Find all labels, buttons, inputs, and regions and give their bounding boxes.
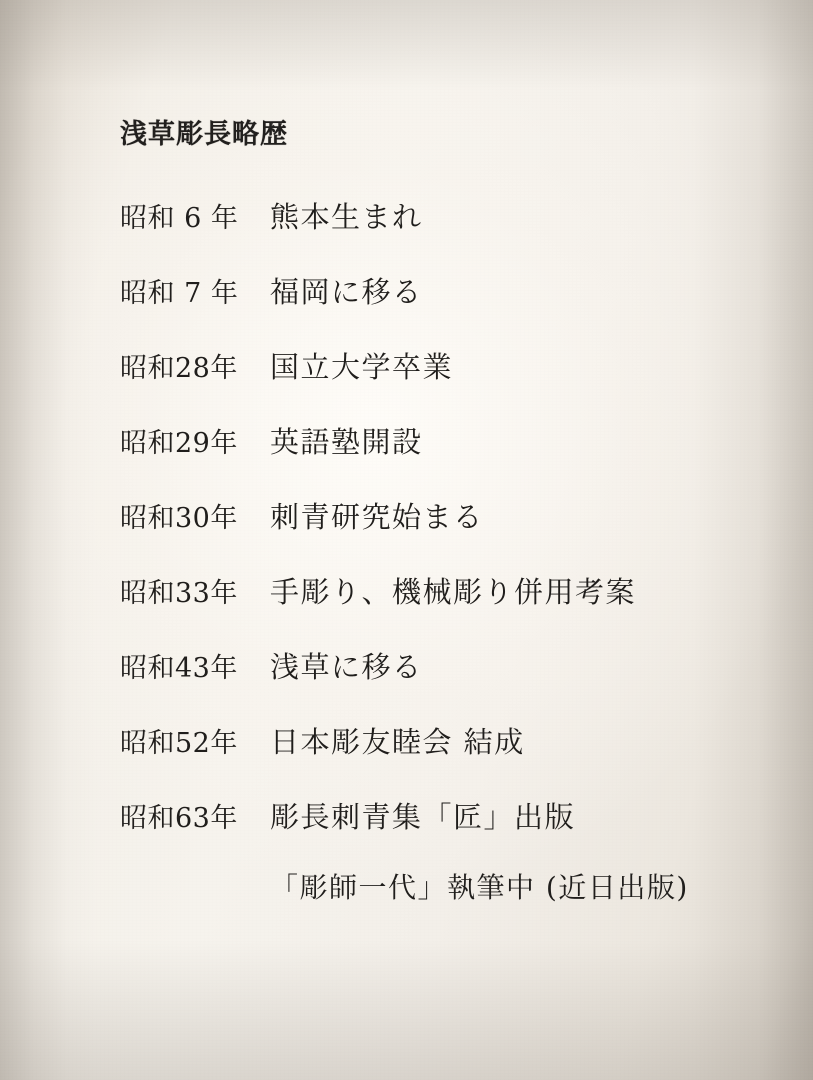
entry-year: 昭和52年	[120, 728, 238, 759]
entry-description: 国立大学卒業	[270, 350, 454, 384]
list-item	[120, 345, 760, 386]
list-item	[120, 720, 760, 761]
list-item	[120, 570, 760, 611]
entry-description: 手彫り、機械彫り併用考案	[270, 575, 637, 609]
entry-year: 昭和30年	[120, 503, 238, 534]
list-item	[120, 866, 760, 906]
entry-description: 熊本生まれ	[270, 200, 423, 234]
list-item	[120, 195, 760, 236]
entry-year: 昭和63年	[120, 803, 238, 834]
entry-description: 福岡に移る	[270, 275, 423, 309]
entry-description: 日本彫友睦会 結成	[270, 725, 525, 759]
list-item	[120, 645, 760, 686]
page-text-block	[120, 112, 760, 940]
biography-entry-list	[120, 195, 760, 906]
page-top-edge-shadow	[0, 0, 813, 90]
page-bottom-edge-shadow	[0, 940, 813, 1080]
list-item	[120, 795, 760, 836]
entry-year: 昭和 7 年	[120, 278, 239, 309]
entry-description: 刺青研究始まる	[270, 500, 484, 534]
entry-year: 昭和29年	[120, 428, 238, 459]
list-item	[120, 420, 760, 461]
entry-year: 昭和33年	[120, 578, 238, 609]
page-gutter-shadow	[0, 0, 96, 1080]
entry-year: 昭和43年	[120, 653, 238, 684]
entry-year: 昭和 6 年	[120, 203, 239, 234]
page-title: 浅草彫長略歴	[120, 119, 288, 150]
entry-year: 昭和28年	[120, 353, 238, 384]
list-item	[120, 270, 760, 311]
entry-description: 浅草に移る	[270, 650, 423, 684]
entry-description: 彫長刺青集「匠」出版	[270, 800, 576, 834]
list-item	[120, 495, 760, 536]
entry-description: 英語塾開設	[270, 425, 423, 459]
entry-description: 「彫師一代」執筆中 (近日出版)	[270, 871, 689, 904]
